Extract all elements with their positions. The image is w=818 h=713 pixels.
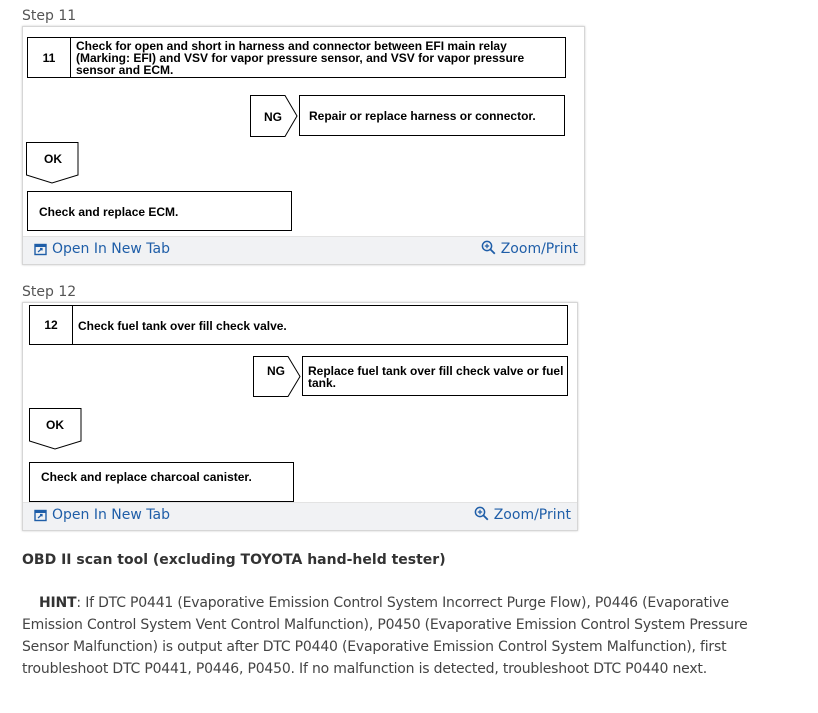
open-new-tab-icon bbox=[34, 509, 47, 522]
step-11-ng-label: NG bbox=[264, 110, 282, 124]
step-11-ok-action: Check and replace ECM. bbox=[39, 205, 179, 219]
scan-tool-heading: OBD II scan tool (excluding TOYOTA hand-held tester) bbox=[22, 552, 446, 568]
step-11-ok-action-box bbox=[27, 191, 292, 231]
step-12-open-tab-link[interactable] bbox=[34, 507, 170, 523]
step-11-check-box bbox=[27, 37, 566, 78]
step-11-figure bbox=[22, 26, 585, 265]
step-12-figure bbox=[22, 302, 578, 531]
step-11-label: Step 11 bbox=[22, 8, 77, 24]
step-11-zoom-label: Zoom/Print bbox=[500, 241, 578, 257]
step-11-check-text: Check for open and short in harness and connector between EFI main relay (Marking: EFI) and VSV for vapor pressure sensor, and VSV for vapor pressure sensor and ECM. bbox=[76, 39, 525, 77]
open-new-tab-icon bbox=[34, 243, 47, 256]
hint-text: : If DTC P0441 (Evaporative Emission Control System Incorrect Purge Flow), P0446 (Evaporative Emission Control System Vent Control Malfunction), P0450 (Evaporative Emission Control System Pressure Sensor Malfunction) is output after DTC P0440 (Evaporative Emission Control System Malfunction), first troubleshoot DTC P0441, P0446, P0450. If no malfunction is detected, troubleshoot DTC P0440 next. bbox=[22, 595, 748, 677]
step-12-number: 12 bbox=[30, 306, 73, 344]
step-11-zoom-link[interactable] bbox=[481, 238, 578, 257]
step-11-ng-action-box bbox=[299, 95, 565, 136]
step-11-ok-label: OK bbox=[44, 152, 62, 166]
step-12-ng-action-box bbox=[302, 356, 568, 396]
zoom-in-icon bbox=[474, 506, 489, 521]
step-12-label: Step 12 bbox=[22, 284, 77, 300]
hint-label: HINT bbox=[39, 595, 77, 611]
step-11-open-tab-link[interactable] bbox=[34, 241, 170, 257]
hint-paragraph bbox=[22, 592, 792, 680]
step-12-check-text: Check fuel tank over fill check valve. bbox=[78, 319, 287, 333]
step-12-zoom-label: Zoom/Print bbox=[493, 507, 571, 523]
step-12-ng-label: NG bbox=[267, 364, 285, 378]
zoom-in-icon bbox=[481, 240, 496, 255]
step-12-ng-action: Replace fuel tank over fill check valve or fuel tank. bbox=[308, 364, 564, 390]
step-11-number: 11 bbox=[28, 38, 71, 77]
step-11-figure-toolbar bbox=[23, 236, 584, 264]
step-12-open-tab-label: Open In New Tab bbox=[52, 507, 170, 523]
step-12-ok-label: OK bbox=[46, 418, 64, 432]
step-12-ok-action-box bbox=[29, 462, 294, 502]
step-11-open-tab-label: Open In New Tab bbox=[52, 241, 170, 257]
step-12-check-box bbox=[29, 305, 568, 345]
step-11-ng-action: Repair or replace harness or connector. bbox=[309, 109, 536, 123]
step-12-zoom-link[interactable] bbox=[474, 504, 571, 523]
step-12-ok-action: Check and replace charcoal canister. bbox=[41, 470, 252, 484]
step-12-figure-toolbar bbox=[23, 502, 577, 530]
